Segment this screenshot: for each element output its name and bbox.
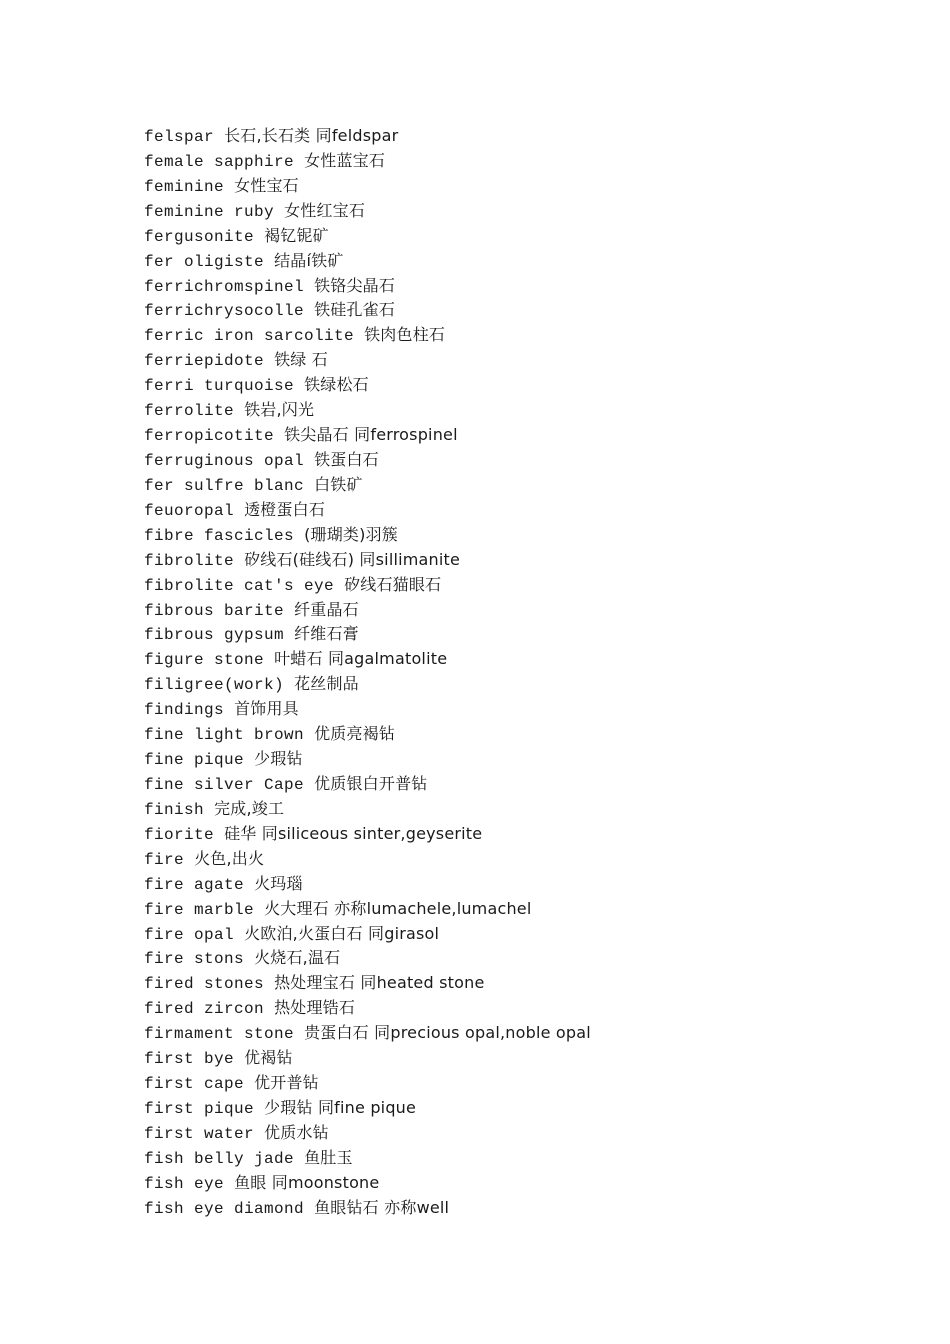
entry-definition: 火大理石 亦称lumachele,lumachel	[264, 898, 532, 918]
entry-definition: 叶蜡石 同agalmatolite	[274, 649, 448, 669]
entry-definition: 热处理锆石	[274, 998, 356, 1018]
entry-term: fire stons	[144, 950, 245, 969]
entry-term: fibrolite	[144, 551, 235, 570]
entry-definition: (珊瑚类)羽簇	[304, 524, 398, 544]
entry-term: female sapphire	[144, 152, 295, 171]
glossary-entry	[144, 622, 904, 647]
glossary-entry	[144, 224, 904, 249]
entry-term: first bye	[144, 1050, 235, 1069]
entry-definition: 矽线石(硅线石) 同sillimanite	[244, 549, 461, 569]
glossary-entry	[144, 647, 904, 672]
entry-definition: 火色,出火	[194, 848, 265, 868]
entry-term: fibrous barite	[144, 601, 285, 620]
entry-term: ferrolite	[144, 402, 235, 421]
glossary-entry	[144, 1071, 904, 1096]
entry-definition: 矽线石猫眼石	[344, 574, 442, 594]
glossary-entry	[144, 822, 904, 847]
glossary-entry	[144, 1171, 904, 1196]
entry-definition: 少瑕钻 同fine pique	[264, 1097, 417, 1117]
glossary-entry	[144, 747, 904, 772]
glossary-entry	[144, 323, 904, 348]
entry-definition: 纤重晶石	[294, 599, 359, 619]
glossary-entry	[144, 598, 904, 623]
entry-definition: 火烧石,温石	[254, 948, 341, 968]
entry-term: fish belly jade	[144, 1149, 295, 1168]
glossary-entry	[144, 697, 904, 722]
glossary-entry	[144, 249, 904, 274]
entry-term: felspar	[144, 128, 215, 146]
entry-definition: 铁尖晶石 同ferrospinel	[284, 425, 458, 445]
entry-definition: 首饰用具	[234, 699, 299, 719]
entry-term: fine silver Cape	[144, 775, 305, 794]
glossary-entry	[144, 946, 904, 971]
entry-term: fibrous gypsum	[144, 626, 285, 645]
entry-term: fine pique	[144, 751, 245, 770]
entry-definition: 鱼眼钻石 亦称well	[314, 1197, 450, 1217]
entry-term: fired stones	[144, 975, 265, 994]
entry-term: fibre fascicles	[144, 526, 295, 545]
entry-term: firmament stone	[144, 1025, 295, 1044]
entry-term: fiorite	[144, 825, 215, 844]
entry-definition: 优质银白开普钻	[314, 773, 428, 793]
entry-term: ferrichrysocolle	[144, 302, 305, 321]
entry-term: fine light brown	[144, 726, 305, 745]
entry-definition: 优质亮褐钻	[314, 724, 396, 744]
entry-term: feuoropal	[144, 501, 235, 520]
entry-definition: 优质水钻	[264, 1122, 329, 1142]
entry-definition: 火玛瑙	[254, 873, 303, 893]
entry-term: ferriepidote	[144, 352, 265, 371]
entry-definition: 女性红宝石	[284, 200, 366, 220]
entry-definition: 铁铬尖晶石	[314, 275, 396, 295]
entry-definition: 褐钇铌矿	[264, 225, 329, 245]
entry-definition: 完成,竣工	[214, 798, 285, 818]
entry-definition: 鱼肚玉	[304, 1147, 353, 1167]
glossary-entry	[144, 174, 904, 199]
entry-definition: 贵蛋白石 同precious opal,noble opal	[304, 1023, 591, 1043]
entry-term: fire	[144, 850, 185, 869]
entry-term: fibrolite cat's eye	[144, 576, 335, 595]
glossary-entry	[144, 573, 904, 598]
entry-definition: 女性蓝宝石	[304, 150, 386, 170]
entry-term: first pique	[144, 1099, 255, 1118]
glossary-entry	[144, 772, 904, 797]
glossary-entry	[144, 1096, 904, 1121]
glossary-entry	[144, 996, 904, 1021]
glossary-entry	[144, 473, 904, 498]
entry-definition: 透橙蛋白石	[244, 499, 326, 519]
entry-term: ferruginous opal	[144, 451, 305, 470]
entry-definition: 纤维石膏	[294, 624, 359, 644]
entry-definition: 铁绿松石	[304, 375, 369, 395]
entry-term: feminine ruby	[144, 202, 275, 221]
entry-definition: 女性宝石	[234, 175, 299, 195]
entry-term: findings	[144, 701, 225, 720]
entry-definition: 优褐钻	[244, 1048, 293, 1068]
glossary-entry	[144, 1121, 904, 1146]
glossary-entry	[144, 872, 904, 897]
entry-term: fire opal	[144, 925, 235, 944]
glossary-entry	[144, 548, 904, 573]
entry-term: filigree(work)	[144, 676, 285, 695]
entry-definition: 结晶í铁矿	[274, 250, 344, 270]
glossary-entry	[144, 498, 904, 523]
glossary-entry	[144, 423, 904, 448]
entry-term: fergusonite	[144, 227, 255, 246]
glossary-entry	[144, 274, 904, 299]
entry-definition: 铁肉色柱石	[364, 325, 446, 345]
glossary-entry	[144, 1046, 904, 1071]
glossary-entry	[144, 797, 904, 822]
entry-definition: 铁岩,闪光	[244, 400, 315, 420]
glossary-entry	[144, 298, 904, 323]
entry-definition: 铁硅孔雀石	[314, 300, 396, 320]
entry-definition: 热处理宝石 同heated stone	[274, 973, 485, 993]
entry-term: ferri turquoise	[144, 377, 295, 396]
entry-definition: 硅华 同siliceous sinter,geyserite	[224, 823, 483, 843]
entry-definition: 花丝制品	[294, 674, 359, 694]
entry-definition: 长石,长石类 同feldspar	[224, 126, 399, 145]
entry-definition: 白铁矿	[314, 474, 363, 494]
glossary-entry	[144, 398, 904, 423]
entry-definition: 铁绿 石	[274, 350, 328, 370]
glossary-entry	[144, 523, 904, 548]
glossary-entry	[144, 199, 904, 224]
entry-term: fer oligiste	[144, 252, 265, 271]
glossary-entry	[144, 971, 904, 996]
glossary-entry	[144, 1196, 904, 1221]
glossary-entry	[144, 1146, 904, 1171]
entry-term: fired zircon	[144, 1000, 265, 1019]
entry-term: first water	[144, 1124, 255, 1143]
entry-term: ferric iron sarcolite	[144, 327, 355, 346]
glossary-entry	[144, 1021, 904, 1046]
glossary-entry	[144, 448, 904, 473]
glossary-entry	[144, 348, 904, 373]
entry-definition: 火欧泊,火蛋白石 同girasol	[244, 923, 440, 943]
glossary-entry	[144, 722, 904, 747]
entry-term: ferropicotite	[144, 427, 275, 446]
glossary-entry	[144, 124, 904, 149]
entry-term: fire marble	[144, 900, 255, 919]
glossary-entry	[144, 149, 904, 174]
entry-term: feminine	[144, 177, 225, 196]
entry-term: fire agate	[144, 875, 245, 894]
entry-term: fer sulfre blanc	[144, 476, 305, 495]
glossary-entry	[144, 847, 904, 872]
entry-definition: 优开普钻	[254, 1073, 319, 1093]
entry-definition: 铁蛋白石	[314, 449, 379, 469]
glossary-entry	[144, 672, 904, 697]
glossary-entry	[144, 922, 904, 947]
entry-definition: 少瑕钻	[254, 749, 303, 769]
entry-term: figure stone	[144, 651, 265, 670]
entry-term: fish eye	[144, 1174, 225, 1193]
glossary-entry	[144, 897, 904, 922]
glossary-list	[144, 124, 904, 1221]
glossary-entry	[144, 373, 904, 398]
entry-term: fish eye diamond	[144, 1199, 305, 1218]
entry-term: first cape	[144, 1075, 245, 1094]
entry-term: finish	[144, 800, 205, 819]
entry-definition: 鱼眼 同moonstone	[234, 1172, 380, 1192]
entry-term: ferrichromspinel	[144, 277, 305, 296]
